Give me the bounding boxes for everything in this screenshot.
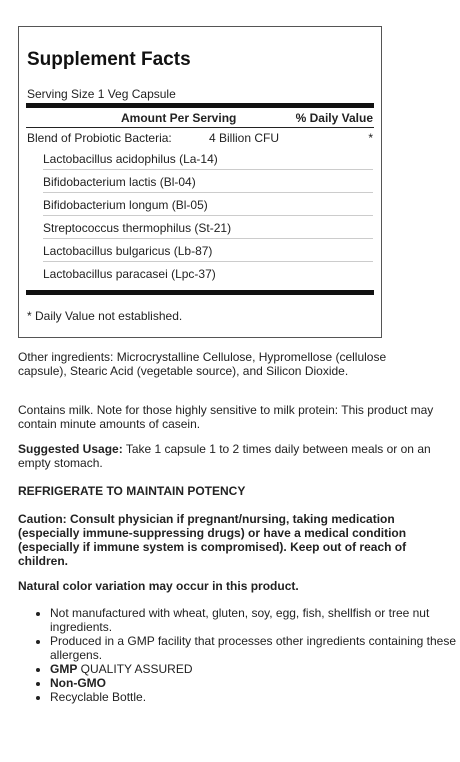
refrigerate-notice: REFRIGERATE TO MAINTAIN POTENCY xyxy=(18,484,246,498)
list-item xyxy=(50,662,460,676)
blend-row xyxy=(27,131,373,145)
quality-assured-text: QUALITY ASSURED xyxy=(77,662,193,676)
thick-divider xyxy=(26,103,374,108)
strain-row: Bifidobacterium lactis (Bl-04) xyxy=(43,172,373,193)
product-claims-list xyxy=(18,606,460,704)
suggested-usage-label: Suggested Usage: xyxy=(18,442,123,456)
serving-size: Serving Size 1 Veg Capsule xyxy=(27,87,176,101)
facts-header-row xyxy=(27,111,373,125)
thin-divider xyxy=(26,127,374,128)
daily-value-header: % Daily Value xyxy=(295,111,373,125)
thick-divider-bottom xyxy=(26,290,374,295)
strain-row: Lactobacillus paracasei (Lpc-37) xyxy=(43,267,216,281)
color-variation-note: Natural color variation may occur in this product. xyxy=(18,579,299,593)
suggested-usage xyxy=(18,442,438,470)
supplement-facts-panel xyxy=(18,26,382,338)
facts-footnote: * Daily Value not established. xyxy=(27,309,183,323)
suggested-usage-text: Take 1 capsule 1 to 2 times daily between meals or on an empty stomach. xyxy=(18,442,431,470)
strain-row: Bifidobacterium longum (Bl-05) xyxy=(43,195,373,216)
caution-statement: Caution: Consult physician if pregnant/nursing, taking medication (especially immune-suppressing drugs) or have a medical condition (especially if immune system is compromised). Keep out of reach of children. xyxy=(18,512,407,568)
contains-milk-note: Contains milk. Note for those highly sensitive to milk protein: This product may contain minute amounts of casein. xyxy=(18,403,434,431)
other-ingredients: Other ingredients: Microcrystalline Cellulose, Hypromellose (cellulose capsule), Stearic Acid (vegetable source), and Silicon Dioxide. xyxy=(18,350,387,378)
blend-dv: * xyxy=(368,131,373,145)
amount-per-serving-header: Amount Per Serving xyxy=(121,111,237,125)
list-item: • Not manufactured with wheat, gluten, soy, egg, fish, shellfish or tree nut ingredients. xyxy=(50,606,460,634)
list-item: • Produced in a GMP facility that processes other ingredients containing these allergens. xyxy=(50,634,460,662)
blend-label: Blend of Probiotic Bacteria: xyxy=(27,131,172,145)
facts-title: Supplement Facts xyxy=(27,49,191,70)
strain-row: Lactobacillus bulgaricus (Lb-87) xyxy=(43,241,373,262)
list-item: • Non-GMO xyxy=(50,676,460,690)
gmp-label: GMP xyxy=(50,662,78,676)
list-item: • Recyclable Bottle. xyxy=(50,690,460,704)
strain-row: Streptococcus thermophilus (St-21) xyxy=(43,218,373,239)
blend-amount: 4 Billion CFU xyxy=(209,131,280,145)
strain-row: Lactobacillus acidophilus (La-14) xyxy=(43,149,373,170)
